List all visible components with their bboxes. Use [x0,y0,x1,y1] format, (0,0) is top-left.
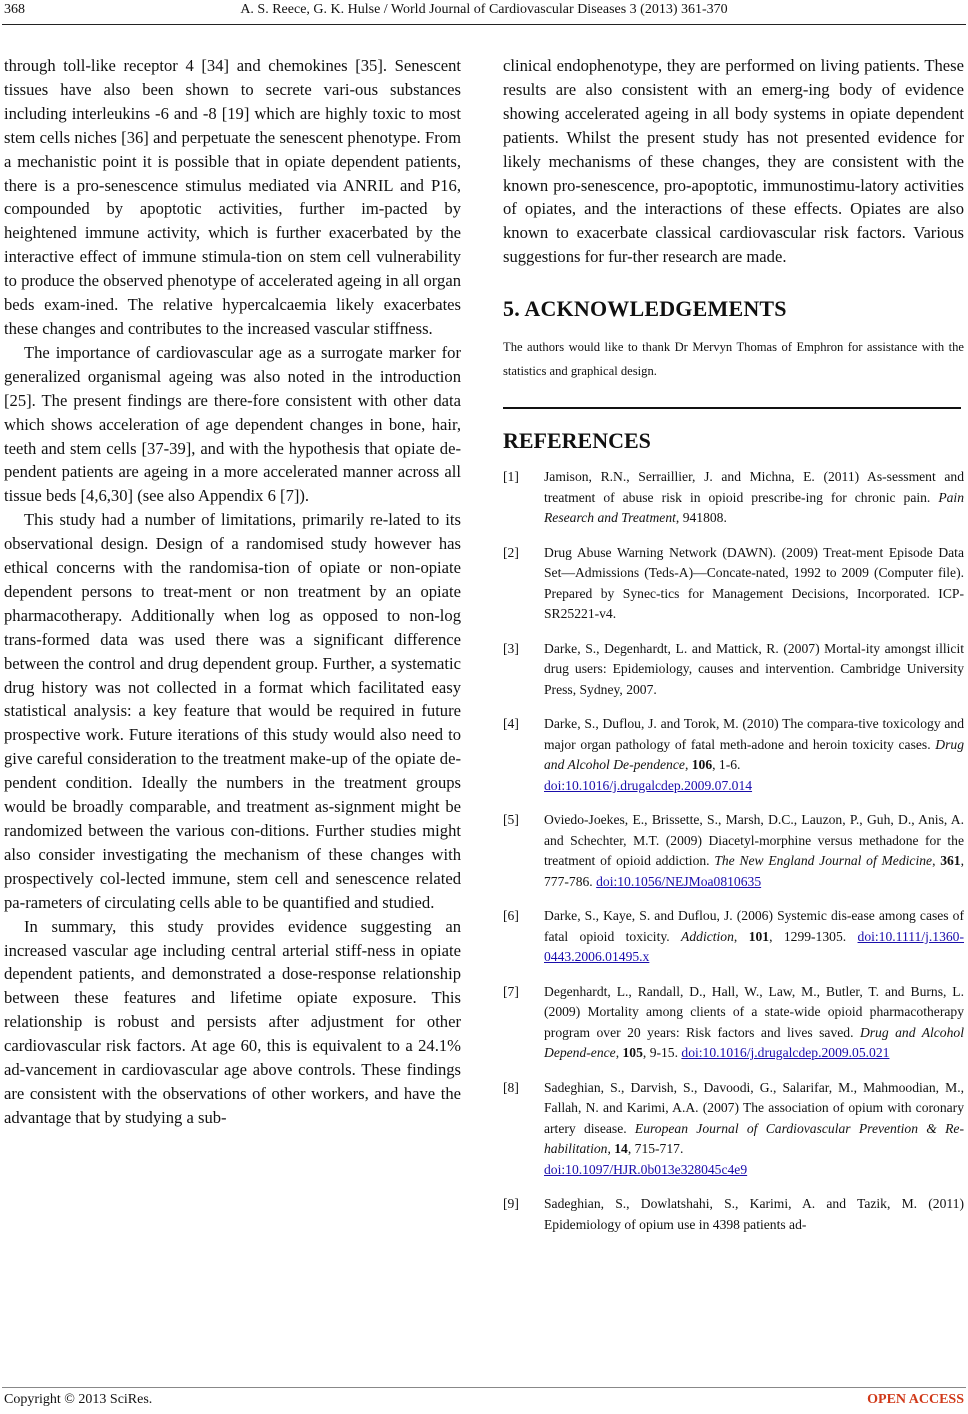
doi-link[interactable]: doi:10.1016/j.drugalcdep.2009.07.014 [544,777,753,793]
footer-divider [2,1387,966,1388]
volume: 101 [748,928,770,944]
reference-text: Darke, S., Degenhardt, L. and Mattick, R. (2007) Mortal-ity amongst illicit drug users: Epidemiology, causes and intervention. Cambridge University Press, Sydney, 2007. [544,640,964,697]
section-divider [503,407,961,409]
acknowledgements-text: The authors would like to thank Dr Mervyn Thomas of Emphron for assistance with the statistics and graphical design. [503,340,964,379]
journal-name: Addiction [681,928,734,944]
reference-text: Degenhardt, L., Randall, D., Hall, W., Law, M., Butler, T. and Burns, L. (2009) Mortality among clients of a state-wide opioid pharmacotherapy program over 20 years: Risk factors and lives saved. [544,983,964,1040]
reference-item: [7] Degenhardt, L., Randall, D., Hall, W., Law, M., Butler, T. and Burns, L. (2009) Mortality among clients of a state-wide opioid pharmacotherapy program over 20 years: Risk factors and lives saved. Drug and Alcohol Depend-ence, 105, 9-15. doi:10.1016/j.drugalcdep.2009.05.021 [503,982,964,1064]
paragraph: through toll-like receptor 4 [34] and chemokines [35]. Senescent tissues have also been shown to secrete vari-ous substances including interleukins -6 and -8 [19] which are highly toxic to most stem cells niches [36] and perpetuate the senescent phenotype. From a mechanistic point it is possible that in opiate dependent patients, there is a pro-senescence stimulus mediated via ANRIL and P16, compounded by apoptotic activities, further im-pacted by heightened immune activity, which is further exacerbated by the interactive effect of immune stimula-tion on stem cell vulnerability to produce the observed phenotype of accelerated ageing in all organ beds exam-ined. The relative hypercalcaemia likely exacerbates these changes and contributes to the increased vascular stiffness. [4,56,461,338]
reference-item: [1] Jamison, R.N., Serraillier, J. and Michna, E. (2011) As-sessment and treatment of abuse risk in opioid prescribe-ing for chronic pain. Pain Research and Treatment, 941808. [503,467,964,529]
journal-name: Drug and Alcohol Depend-ence [544,1024,964,1061]
reference-number: [3] [503,640,519,656]
reference-item: [6] Darke, S., Kaye, S. and Duflou, J. (2006) Systemic dis-ease among cases of fatal opioid toxicity. Addiction, 101, 1299-1305. doi:10.1111/j.1360-0443.2006.01495.x [503,906,964,968]
doi-link[interactable]: doi:10.1056/NEJMoa0810635 [596,873,762,889]
paragraph: The importance of cardiovascular age as a surrogate marker for generalized organismal ageing was also noted in the introduction [25]. The present findings are there-fore consistent with other data which shows acceleration of age dependent changes in bone, hair, teeth and stem cells [37-39], and with the hypothesis that opiate de-pendent patients are ageing in a more accelerated manner across all tissue beds [4,6,30] (see also Appendix 6 [7]). [4,342,461,506]
paragraph: This study had a number of limitations, primarily re-lated to its observational design. Design of a randomised study however has ethical concerns with the randomisa-tion of opiate or non-opiate dependent persons to treat-ment or non treatment by an opiate pharmacotherapy. Additionally when log as opposed to non-log trans-formed data was used there was a significant difference between the control and drug dependent group. Further, a systematic drug history was not collected in a format which facilitated easy statistical analysis: a key feature that would be required in future prospective work. Future iterations of this study would also need to give careful consideration to the treatment make-up of the opiate de-pendent condition. Ideally the numbers in the treatment groups would be broadly comparable, and treatment as-signment might be randomized between the various con-ditions. Further studies might also consider investigating the mechanism of these changes with prospectively col-lected immune, stem cell and senescence related pa-rameters of circulating cells able to be quantified and studied. [4,510,461,912]
copyright-notice: Copyright © 2013 SciRes. [4,1392,153,1407]
paragraph: clinical endophenotype, they are performed on living patients. These results are also consistent with an emerg-ing body of evidence showing accelerated ageing in all body systems in opiate dependent patients. Whilst the present study has not presented evidence for likely mechanisms of these changes, they are consistent with the known pro-senescence, pro-apoptotic, immunostimu-latory activities of opiates, and the interactions of these effects. Opiates are also known to exacerbate classical cardiovascular risk factors. Various suggestions for fur-ther research are made. [503,56,964,267]
paragraph: In summary, this study provides evidence suggesting an increased vascular age including central arterial stiff-ness in opiate dependent patients, and demonstrated a dose-response relationship between these features and lifetime opiate exposure. This relationship is robust and persists after adjustment for other cardiovascular risk factors. At age 60, this is equivalent to a 24.1% ad-vancement in cardiovascular age above controls. These findings are consistent with the observations of other workers, and have the advantage that by studying a sub- [4,916,461,1127]
journal-name: European Journal of Cardiovascular Prevention & Re-habilitation [544,1120,964,1157]
journal-name: Drug and Alcohol De-pendence [544,736,964,773]
volume: 361 [940,853,961,869]
reference-item: [8] Sadeghian, S., Darvish, S., Davoodi, G., Salarifar, M., Mahmoodian, M., Fallah, N. and Karimi, A.A. (2007) The association of opium with coronary artery disease. European Journal of Cardiovascular Prevention & Re-habilitation, 14, 715-717. doi:10.1097/HJR.0b013e328045c4e9 [503,1078,964,1181]
reference-number: [6] [503,908,519,924]
doi-link[interactable]: doi:10.1111/j.1360-0443.2006.01495.x [544,928,965,965]
volume: 106 [691,757,713,773]
volume: 14 [614,1141,628,1157]
reference-number: [7] [503,983,519,999]
page-number: 368 [4,2,25,17]
left-column [4,54,461,1130]
header-divider [2,24,966,25]
reference-item [503,639,964,701]
volume: 105 [622,1045,643,1061]
doi-link[interactable]: doi:10.1016/j.drugalcdep.2009.05.021 [681,1045,890,1061]
reference-number: [5] [503,812,519,828]
reference-text: Drug Abuse Warning Network (DAWN). (2009) Treat-ment Episode Data Set—Admissions (Teds-A)—Concate-nated, 1992 to 2009 (Computer file). Prepared by Synec-tics for Management Decisions, Incorporated. ICP-SR25221-v4. [544,544,964,622]
reference-text: Sadeghian, S., Dowlatshahi, S., Karimi, A. and Tazik, M. (2011) Epidemiology of opium use in 4398 patients ad- [544,1196,964,1232]
open-access-label: OPEN ACCESS [867,1392,964,1407]
reference-text: Darke, S., Kaye, S. and Duflou, J. (2006) Systemic dis-ease among cases of fatal opioid toxicity. [544,908,964,944]
acknowledgements-heading: 5. ACKNOWLEDGEMENTS [503,296,787,322]
doi-link[interactable]: doi:10.1097/HJR.0b013e328045c4e9 [544,1161,748,1177]
references-heading: REFERENCES [503,428,651,454]
reference-item [503,1194,964,1235]
reference-text: Jamison, R.N., Serraillier, J. and Michna, E. (2011) As-sessment and treatment of abuse risk in opioid prescribe-ing for chronic pain. [544,469,964,505]
reference-item: [5] Oviedo-Joekes, E., Brissette, S., Marsh, D.C., Lauzon, P., Guh, D., Anis, A. and Schechter, M.T. (2009) Diacetyl-morphine versus methadone for the treatment of opioid addiction. The New England Journal of Medicine, 361, 777-786. doi:10.1056/NEJMoa0810635 [503,810,964,892]
reference-number: [1] [503,469,519,485]
right-column [503,54,964,1249]
reference-item [503,543,964,625]
running-title: A. S. Reece, G. K. Hulse / World Journal of Cardiovascular Diseases 3 (2013) 361-370 [240,2,728,17]
reference-number: [4] [503,716,519,732]
journal-name: The New England Journal of Medicine [714,853,933,869]
reference-number: [2] [503,544,519,560]
journal-name: Pain Research and Treatment [544,489,964,526]
reference-item: [4] Darke, S., Duflou, J. and Torok, M. (2010) The compara-tive toxicology and major organ pathology of fatal meth-adone and heroin toxicity cases. Drug and Alcohol De-pendence, 106, 1-6. doi:10.1016/j.drugalcdep.2009.07.014 [503,714,964,796]
reference-text: Oviedo-Joekes, E., Brissette, S., Marsh, D.C., Lauzon, P., Guh, D., Anis, A. and Schechter, M.T. (2009) Diacetyl-morphine versus methadone for the treatment of opioid addiction. [544,812,964,869]
reference-text: Sadeghian, S., Darvish, S., Davoodi, G., Salarifar, M., Mahmoodian, M., Fallah, N. and Karimi, A.A. (2007) The association of opium with coronary artery disease. [544,1079,964,1136]
reference-number: [8] [503,1079,519,1095]
reference-text: Darke, S., Duflou, J. and Torok, M. (2010) The compara-tive toxicology and major organ pathology of fatal meth-adone and heroin toxicity cases. [544,716,964,752]
reference-list [503,467,964,1235]
reference-number: [9] [503,1196,519,1212]
